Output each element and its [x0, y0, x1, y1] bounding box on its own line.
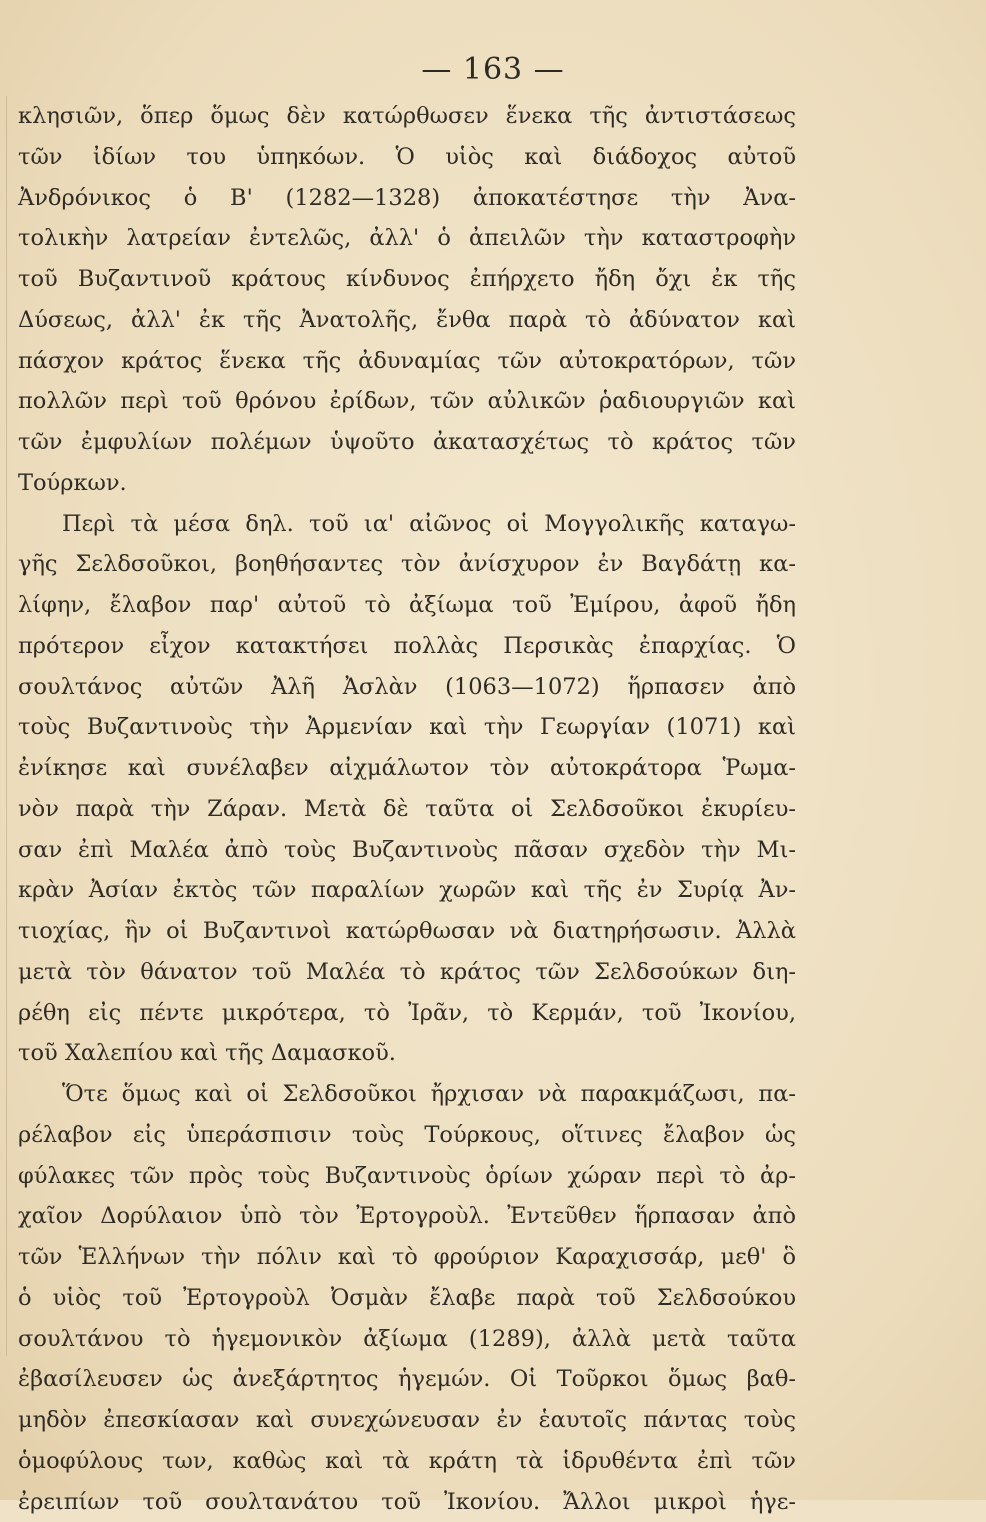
text-line: πρότερον εἶχον κατακτήσει πολλὰς Περσικὰς ἐπαρχίας. Ὁ: [18, 626, 796, 667]
text-line: τοὺς Βυζαντινοὺς τὴν Ἀρμενίαν καὶ τὴν Γεωργίαν (1071) καὶ: [18, 707, 796, 748]
text-line: ἐνίκησε καὶ συνέλαβεν αἰχμάλωτον τὸν αὐτοκράτορα Ῥωμα-: [18, 748, 796, 789]
body-text: [18, 96, 796, 1522]
text-line: σουλτάνου τὸ ἡγεμονικὸν ἀξίωμα (1289), ἀλλὰ μετὰ ταῦτα: [18, 1319, 796, 1360]
text-line: Ὅτε ὅμως καὶ οἱ Σελδσοῦκοι ἤρχισαν νὰ παρακμάζωσι, πα-: [18, 1074, 796, 1115]
text-line: σουλτάνος αὐτῶν Ἀλῆ Ἀσλὰν (1063—1072) ἥρπασεν ἀπὸ: [18, 667, 796, 708]
text-line: σαν ἐπὶ Μαλέα ἀπὸ τοὺς Βυζαντινοὺς πᾶσαν σχεδὸν τὴν Μι-: [18, 830, 796, 871]
text-line: Περὶ τὰ μέσα δηλ. τοῦ ια' αἰῶνος οἱ Μογγολικῆς καταγω-: [18, 504, 796, 545]
text-line: φύλακες τῶν πρὸς τοὺς Βυζαντινοὺς ὁρίων χώραν περὶ τὸ ἀρ-: [18, 1156, 796, 1197]
text-line: κρὰν Ἀσίαν ἐκτὸς τῶν παραλίων χωρῶν καὶ τῆς ἐν Συρίᾳ Ἀν-: [18, 870, 796, 911]
text-line: λίφην, ἔλαβον παρ' αὐτοῦ τὸ ἀξίωμα τοῦ Ἐμίρου, ἀφοῦ ἤδη: [18, 585, 796, 626]
text-line: τοῦ Χαλεπίου καὶ τῆς Δαμασκοῦ.: [18, 1033, 796, 1074]
text-line: τολικὴν λατρείαν ἐντελῶς, ἀλλ' ὁ ἀπειλῶν τὴν καταστροφὴν: [18, 218, 796, 259]
text-line: ἐρειπίων τοῦ σουλτανάτου τοῦ Ἰκονίου. Ἄλλοι μικροὶ ἡγε-: [18, 1482, 796, 1522]
text-line: Ἀνδρόνικος ὁ Β' (1282—1328) ἀποκατέστησε τὴν Ἀνα-: [18, 178, 796, 219]
text-line: χαῖον Δορύλαιον ὑπὸ τὸν Ἐρτογροὺλ. Ἐντεῦθεν ἥρπασαν ἀπὸ: [18, 1196, 796, 1237]
text-line: ὁ υἱὸς τοῦ Ἐρτογροὺλ Ὀσμὰν ἔλαβε παρὰ τοῦ Σελδσούκου: [18, 1278, 796, 1319]
text-line: μηδὸν ἐπεσκίασαν καὶ συνεχώνευσαν ἐν ἑαυτοῖς πάντας τοὺς: [18, 1400, 796, 1441]
text-line: τῶν ἐμφυλίων πολέμων ὑψοῦτο ἀκατασχέτως τὸ κράτος τῶν: [18, 422, 796, 463]
text-line: νὸν παρὰ τὴν Ζάραν. Μετὰ δὲ ταῦτα οἱ Σελδσοῦκοι ἐκυρίευ-: [18, 789, 796, 830]
page-number: — 163 —: [0, 52, 986, 87]
text-line: μετὰ τὸν θάνατον τοῦ Μαλέα τὸ κράτος τῶν Σελδσούκων διη-: [18, 952, 796, 993]
margin-rule: [6, 96, 7, 1356]
text-line: ρέθη εἰς πέντε μικρότερα, τὸ Ἰρᾶν, τὸ Κερμάν, τοῦ Ἰκονίου,: [18, 993, 796, 1034]
text-line: πάσχον κράτος ἕνεκα τῆς ἀδυναμίας τῶν αὐτοκρατόρων, τῶν: [18, 341, 796, 382]
text-line: κλησιῶν, ὅπερ ὅμως δὲν κατώρθωσεν ἕνεκα τῆς ἀντιστάσεως: [18, 96, 796, 137]
text-line: τῶν Ἑλλήνων τὴν πόλιν καὶ τὸ φρούριον Καραχισσάρ, μεθ' ὃ: [18, 1237, 796, 1278]
text-line: ρέλαβον εἰς ὑπεράσπισιν τοὺς Τούρκους, οἵτινες ἔλαβον ὡς: [18, 1115, 796, 1156]
text-line: πολλῶν περὶ τοῦ θρόνου ἐρίδων, τῶν αὐλικῶν ῥαδιουργιῶν καὶ: [18, 381, 796, 422]
text-line: ὁμοφύλους των, καθὼς καὶ τὰ κράτη τὰ ἱδρυθέντα ἐπὶ τῶν: [18, 1441, 796, 1482]
text-line: γῆς Σελδσοῦκοι, βοηθήσαντες τὸν ἀνίσχυρον ἐν Βαγδάτῃ κα-: [18, 544, 796, 585]
text-line: τιοχίας, ἣν οἱ Βυζαντινοὶ κατώρθωσαν νὰ διατηρήσωσιν. Ἀλλὰ: [18, 911, 796, 952]
text-line: Τούρκων.: [18, 463, 796, 504]
text-line: τοῦ Βυζαντινοῦ κράτους κίνδυνος ἐπήρχετο ἤδη ὄχι ἐκ τῆς: [18, 259, 796, 300]
text-line: τῶν ἰδίων του ὑπηκόων. Ὁ υἱὸς καὶ διάδοχος αὐτοῦ: [18, 137, 796, 178]
text-line: ἐβασίλευσεν ὡς ἀνεξάρτητος ἡγεμών. Οἱ Τοῦρκοι ὅμως βαθ-: [18, 1359, 796, 1400]
text-line: Δύσεως, ἀλλ' ἐκ τῆς Ἀνατολῆς, ἔνθα παρὰ τὸ ἀδύνατον καὶ: [18, 300, 796, 341]
